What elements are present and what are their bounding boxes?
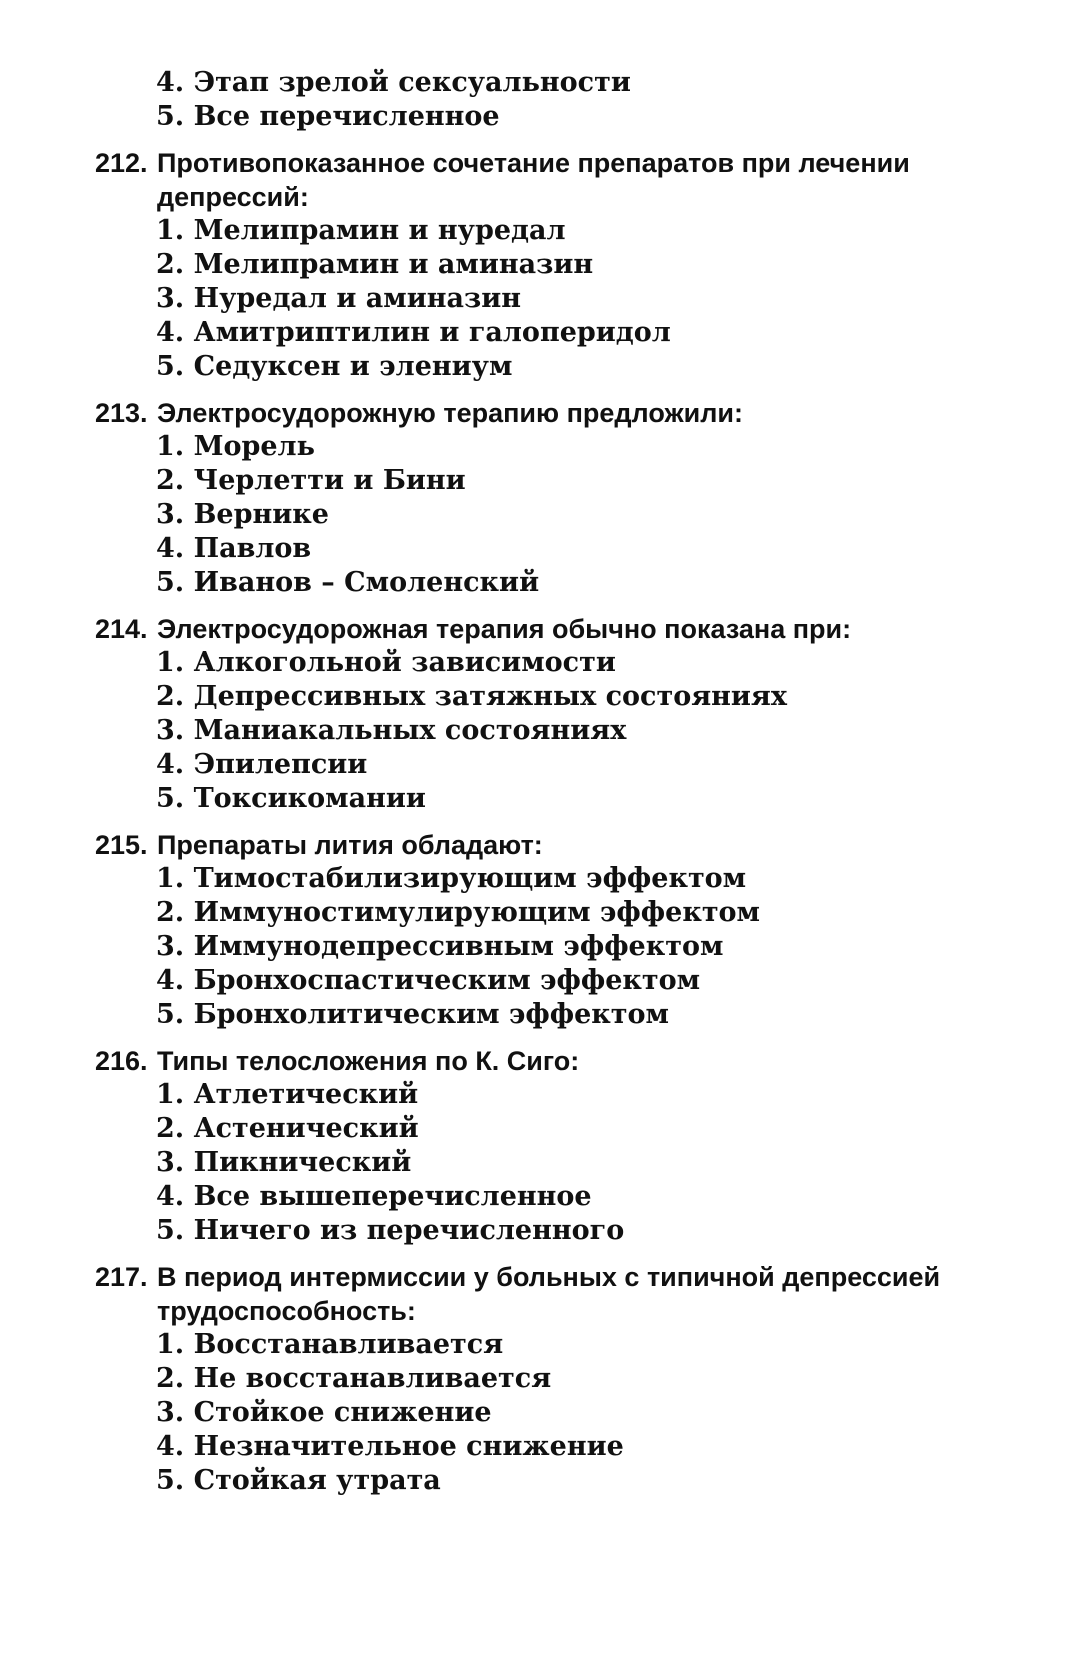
question-text: Противопоказанное сочетание препаратов при лечении депрессий: xyxy=(157,148,910,212)
question-number: 215. xyxy=(95,830,148,860)
answer-option: 5. Стойкая утрата xyxy=(156,1465,441,1496)
answer-option: 5. Седуксен и элениум xyxy=(156,351,513,382)
answer-option: 2. Астенический xyxy=(156,1113,419,1144)
answer-option: 1. Атлетический xyxy=(156,1079,419,1110)
answer-option: 1. Тимостабилизирующим эффектом xyxy=(156,863,747,894)
question-number: 212. xyxy=(95,148,148,178)
answer-option: 3. Иммунодепрессивным эффектом xyxy=(156,931,724,962)
answer-option: 4. Павлов xyxy=(156,533,312,564)
question-header xyxy=(0,1044,1067,1078)
question-header xyxy=(0,396,1067,430)
question-number: 217. xyxy=(95,1262,148,1292)
answer-option: 4. Эпилепсии xyxy=(156,749,368,780)
answer-option: 3. Пикнический xyxy=(156,1147,412,1178)
answer-option: 4. Незначительное снижение xyxy=(156,1431,624,1462)
answer-option: 3. Маниакальных состояниях xyxy=(156,715,627,746)
question-text: Препараты лития обладают: xyxy=(157,830,543,860)
answer-option: 5. Токсикомании xyxy=(156,783,426,814)
answer-option: 4. Этап зрелой сексуальности xyxy=(156,67,631,98)
question-text: Типы телосложения по К. Сиго: xyxy=(157,1046,580,1076)
question-header xyxy=(0,1260,1067,1328)
question-text: В период интермиссии у больных с типичной депрессией трудоспособность: xyxy=(157,1262,941,1326)
answer-option: 2. Мелипрамин и аминазин xyxy=(156,249,594,280)
answer-option: 4. Амитриптилин и галоперидол xyxy=(156,317,671,348)
answer-option: 1. Мелипрамин и нуредал xyxy=(156,215,566,246)
answer-option: 3. Стойкое снижение xyxy=(156,1397,492,1428)
question-number: 216. xyxy=(95,1046,148,1076)
question-217 xyxy=(0,1260,1067,1498)
answer-option: 1. Морель xyxy=(156,431,315,462)
question-212 xyxy=(0,146,1067,384)
answer-option: 3. Вернике xyxy=(156,499,329,530)
intro-options xyxy=(0,66,1067,134)
question-text: Электросудорожную терапию предложили: xyxy=(157,398,743,428)
question-header xyxy=(0,612,1067,646)
answer-option: 5. Ничего из перечисленного xyxy=(156,1215,625,1246)
answer-option: 1. Восстанавливается xyxy=(156,1329,504,1360)
answer-option: 2. Иммуностимулирующим эффектом xyxy=(156,897,761,928)
answer-option: 2. Черлетти и Бини xyxy=(156,465,466,496)
answer-option: 5. Бронхолитическим эффектом xyxy=(156,999,669,1030)
answer-option: 4. Бронхоспастическим эффектом xyxy=(156,965,701,996)
question-214 xyxy=(0,612,1067,816)
question-text: Электросудорожная терапия обычно показана при: xyxy=(157,614,852,644)
question-213 xyxy=(0,396,1067,600)
answer-option: 4. Все вышеперечисленное xyxy=(156,1181,592,1212)
question-number: 214. xyxy=(95,614,148,644)
answer-option: 2. Не восстанавливается xyxy=(156,1363,552,1394)
question-216 xyxy=(0,1044,1067,1248)
answer-option: 2. Депрессивных затяжных состояниях xyxy=(156,681,787,712)
answer-option: 1. Алкогольной зависимости xyxy=(156,647,616,678)
answer-option: 5. Все перечисленное xyxy=(156,101,500,132)
question-header xyxy=(0,146,1067,214)
answer-option: 3. Нуредал и аминазин xyxy=(156,283,522,314)
question-215 xyxy=(0,828,1067,1032)
question-header xyxy=(0,828,1067,862)
question-number: 213. xyxy=(95,398,148,428)
answer-option: 5. Иванов – Смоленский xyxy=(156,567,540,598)
